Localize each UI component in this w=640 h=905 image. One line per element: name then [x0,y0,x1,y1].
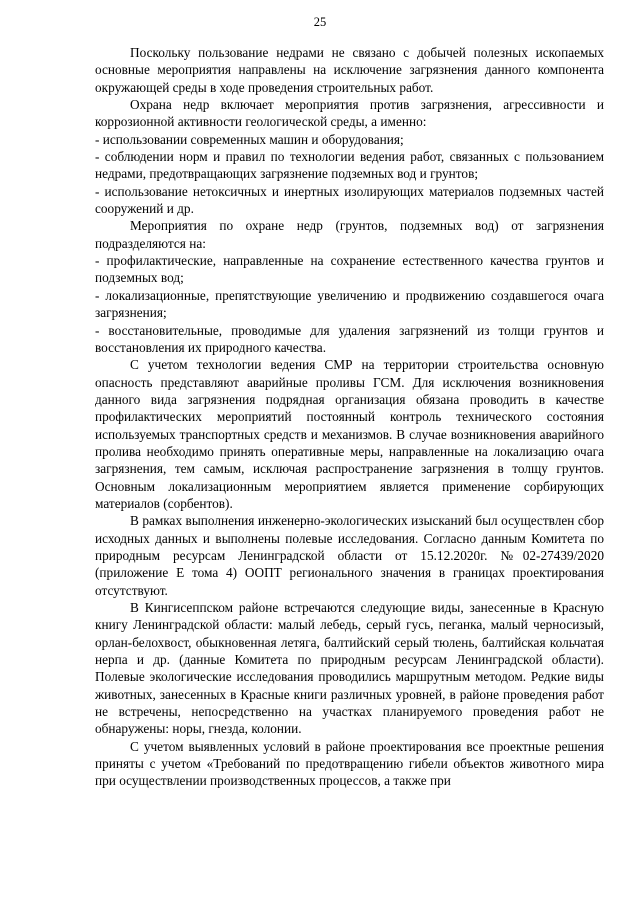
list-item-work-norms: - соблюдении норм и правил по технологии ведения работ, связанных с пользованием недрами, предотвращающих загрязнение подземных вод и грунтов; [95,149,604,182]
list-item-restorative: - восстановительные, проводимые для удаления загрязнений из толщи грунтов и восстановления их природного качества. [95,322,604,355]
document-body [95,44,604,790]
paragraph-design-requirements: С учетом выявленных условий в районе проектирования все проектные решения приняты с учетом «Требований по предотвращению гибели объектов животного мира при осуществлении производственных процессов, а также при [95,738,604,789]
paragraph-fuel-spills: С учетом технологии ведения СМР на территории строительства основную опасность представляют аварийные проливы ГСМ. Для исключения возникновения данного вида загрязнения подрядная организация обязана проводить в качестве профилактических мероприятий постоянный контроль технического состояния используемых транспортных средств и механизмов. В случае возникновения аварийного пролива необходимо принять оперативные меры, направленные на локализацию очага загрязнения, тем самым, исключая распространение загрязнения в толщу грунтов. Основным локализационным мероприятием является применение сорбирующих материалов (сорбентов). [95,357,604,511]
list-item-preventive: - профилактические, направленные на сохранение естественного качества грунтов и подземных вод; [95,253,604,286]
paragraph-subsoil-use: Поскольку пользование недрами не связано с добычей полезных ископаемых основные мероприятия направлены на исключение загрязнения данного компонента окружающей среды в ходе проведения строительных работ. [95,45,604,95]
paragraph-red-book-species: В Кингисеппском районе встречаются следующие виды, занесенные в Красную книгу Ленинградской области: малый лебедь, серый гусь, пеганка, малый черносизый, орлан-белохвост, обыкновенная летяга, балтийский серый тюлень, балтийская кольчатая нерпа и др. (данные Комитета по природным ресурсам Ленинградской области). Полевые экологические исследования проводились маршрутным методом. Редкие виды животных, занесенных в Красные книги различных уровней, в районе проведения работ не встречены, непосредственно на участках планируемого проведения работ не обнаружены: норы, гнезда, колонии. [95,600,604,737]
paragraph-surveys: В рамках выполнения инженерно-экологических изысканий был осуществлен сбор исходных данных и выполнены полевые исследования. Согласно данным Комитета по природным ресурсам Ленинградской области от 15.12.2020г. №02-27439/2020 (приложение Е тома 4) ООПТ регионального значения в границах проектирования отсутствуют. [95,513,604,598]
page-number: 25 [313,15,327,29]
paragraph-measures-types: Мероприятия по охране недр (грунтов, подземных вод) от загрязнения подразделяются на: [95,218,604,251]
list-item-localization: - локализационные, препятствующие увеличению и продвижению создавшегося очага загрязнения; [95,287,604,321]
list-item-modern-equipment: - использовании современных машин и оборудования; [95,131,404,147]
list-item-insulating-materials: - использование нетоксичных и инертных изолирующих материалов подземных частей сооружений и др. [95,183,604,217]
paragraph-subsoil-protection: Охрана недр включает мероприятия против загрязнения, агрессивности и коррозионной активности геологической среды, а именно: [95,97,604,130]
